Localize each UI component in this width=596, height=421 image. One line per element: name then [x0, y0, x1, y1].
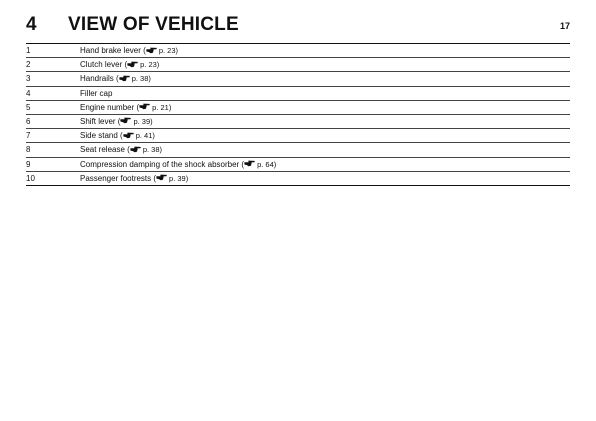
pointing-hand-icon [244, 160, 255, 167]
item-label: Seat release ( [80, 145, 130, 155]
item-description [80, 101, 171, 114]
item-number: 10 [26, 173, 35, 183]
item-label: Passenger footrests ( [80, 173, 157, 183]
chapter-number: 4 [26, 14, 37, 35]
pointing-hand-icon [139, 103, 150, 110]
item-description [80, 129, 155, 142]
pointing-hand-icon [130, 146, 141, 153]
item-description [80, 44, 178, 57]
table-row [26, 172, 570, 186]
chapter-title: VIEW OF VEHICLE [68, 14, 239, 35]
item-description [80, 58, 159, 71]
item-description [80, 172, 188, 185]
item-label: Clutch lever ( [80, 60, 128, 70]
page-reference: p. 39) [169, 173, 189, 183]
table-row [26, 58, 570, 72]
pointing-hand-icon [119, 75, 130, 82]
table-row [26, 115, 570, 129]
page-reference: p. 38) [131, 74, 151, 84]
page-reference: p. 23) [140, 60, 160, 70]
item-label: Compression damping of the shock absorber ( [80, 159, 245, 169]
item-label: Hand brake lever ( [80, 46, 146, 55]
item-number: 2 [26, 60, 31, 70]
page-reference: p. 23) [158, 46, 178, 55]
item-number: 4 [26, 88, 31, 98]
item-number: 7 [26, 131, 31, 141]
item-label: Shift lever ( [80, 116, 121, 126]
item-description [80, 87, 112, 100]
item-description [80, 115, 153, 128]
table-row [26, 143, 570, 157]
page-reference: p. 21) [152, 102, 172, 112]
page-reference: p. 41) [135, 131, 155, 141]
item-label: Filler cap [80, 88, 113, 98]
item-description [80, 72, 151, 85]
pointing-hand-icon [156, 174, 167, 181]
item-label: Engine number ( [80, 102, 140, 112]
table-row [26, 158, 570, 172]
item-number: 1 [26, 46, 31, 55]
item-number: 8 [26, 145, 31, 155]
pointing-hand-icon [120, 117, 131, 124]
page-reference: p. 64) [257, 159, 277, 169]
item-description [80, 143, 162, 156]
table-row [26, 72, 570, 86]
item-number: 3 [26, 74, 31, 84]
pointing-hand-icon [127, 61, 138, 68]
page-reference: p. 38) [142, 145, 162, 155]
pointing-hand-icon [146, 47, 157, 54]
item-number: 5 [26, 102, 31, 112]
item-description [80, 158, 276, 171]
item-number: 6 [26, 116, 31, 126]
item-number: 9 [26, 159, 31, 169]
legend-table [26, 43, 570, 186]
table-row [26, 87, 570, 101]
page-number: 17 [559, 21, 570, 31]
table-row [26, 129, 570, 143]
item-label: Side stand ( [80, 131, 123, 141]
item-label: Handrails ( [80, 74, 119, 84]
table-row [26, 101, 570, 115]
table-row [26, 44, 570, 58]
pointing-hand-icon [123, 132, 134, 139]
page-header [26, 14, 570, 36]
page-reference: p. 39) [133, 116, 153, 126]
